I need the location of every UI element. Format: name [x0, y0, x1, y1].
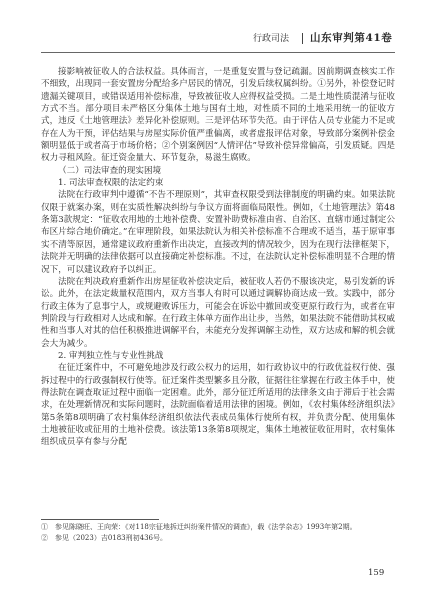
header-section-name: 行政司法 [253, 34, 290, 44]
subsection-heading: （二）司法审查的现实困境 [58, 165, 162, 176]
header-divider [302, 33, 303, 44]
footnote-rule [41, 519, 159, 520]
page-number: 159 [368, 568, 385, 578]
footnote-1: ① 参见陈晓旺、王向荣：《对118宗征地拆迁纠纷案件情况的调查》，载《法学杂志》1993年第2期。 [41, 523, 357, 531]
item-heading-1: 1. 司法审查权限的法定约束 [58, 178, 164, 189]
item-heading-2: 2. 审判独立性与专业性挑战 [58, 350, 164, 361]
body-text [41, 66, 395, 449]
header-rule [41, 52, 395, 53]
paragraph-2: 法院在行政审判中遵循“不告不理原则”，其审查权限受到法律制度的明确约束。如果法院仅限于就案办案，则在实质性解决纠纷与争议方面将面临局限性。例如，《土地管理法》第48条第3款规定：“征收农用地的土地补偿费、安置补助费标准由省、自治区、直辖市通过制定公布区片综合地价确定。”在审理阶段，如果法院认为相关补偿标准不合理或不适当，基于原审事实不清等原因，通常建议政府重新作出决定，直接改判的情况较少，因为在现行法律框架下，法院并无明确的法律依据可以直接确定补偿标准。不过，在法院认定补偿标准明显不合理的情况下，可以建议政府予以纠正。 [41, 190, 395, 275]
footnotes [41, 522, 395, 544]
paragraph-1: 接影响被征收人的合法权益。具体而言，一是重复安置与登记疏漏。因前期调查核实工作不细致，出现同一套安置房分配给多户居民的情况，引发后续权属纠纷。①另外，补偿登记时遗漏关键项目，或错误适用补偿标准，导致被征收人应得权益受损。二是土地性质混淆与征收方式不当。部分项目未严格区分集体土地与国有土地，对性质不同的土地采用统一的征收方式，违反《土地管理法》差异化补偿原则。三是评估环节失范。由于评估人员专业能力不足或存在人为干预，评估结果与房屋实际价值严重偏离，或者虚报评估对象，导致部分案例补偿金额明显低于或者高于市场价格；②个别案例因“人情评估”导致补偿异常偏高，引发质疑。四是权力寻租风险。征迁资金量大、环节复杂，易滋生腐败。 [41, 67, 395, 164]
header-book-title: 山东审判第41卷 [310, 32, 393, 44]
paragraph-3: 法院在判决政府重新作出房屋征收补偿决定后，被征收人若仍不服该决定，易引发新的诉讼。此外，在法定裁量权范围内，双方当事人有时可以通过调解协商达成一致。实践中，部分行政主体为了息事宁人，或规避败诉压力，可能会在诉讼中撤回或变更原行政行为，或者在审判阶段与行政相对人达成和解。在行政主体单方面作出让步，当然，如果法院不能借助其权威性和当事人对其的信任积极推进调解平台，未能充分发挥调解主动性，双方达成和解的机会就会大为减少。 [41, 276, 395, 349]
footnote-2: ② 参见（2023）吉0183刑初436号。 [41, 534, 167, 542]
running-header [0, 30, 427, 50]
paragraph-4: 在征迁案件中，不可避免地涉及行政公权力的运用，如行政协议中的行政优益权行使、强拆过程中的行政强制权行使等。征迁案件类型繁多且分散，征据往往掌握在行政主体手中，使得法院在调查取证过程中面临一定困难。此外，部分征迁所适用的法律条文由于滞后于社会需求，在处理新情况和实际问题时，法院面临着适用法律的困境。例如，《农村集体经济组织法》第5条第8项明确了农村集体经济组织依法代表成员集体行使所有权，并负责分配、使用集体土地被征收或征用的土地补偿费。该法第13条第8项规定，集体土地被征收征用时，农村集体组织成员享有参与分配 [41, 363, 395, 448]
